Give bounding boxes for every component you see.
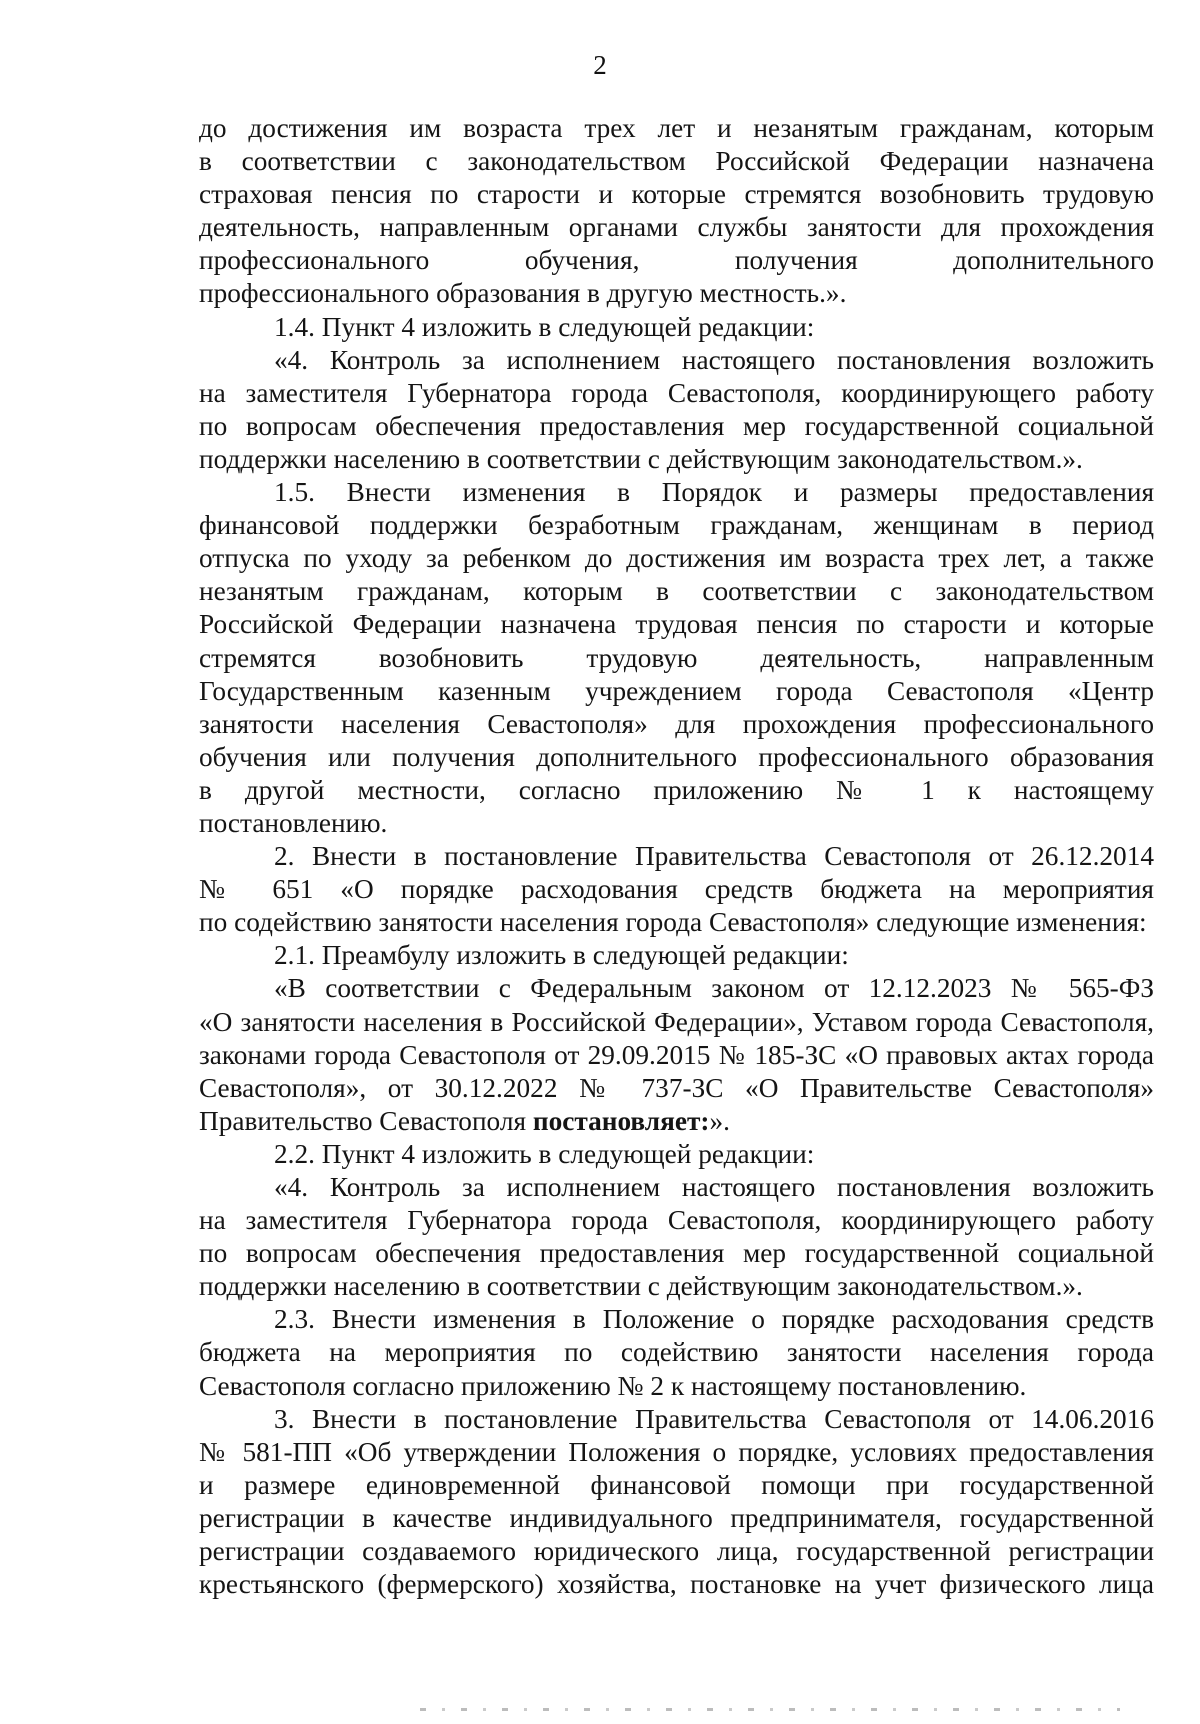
text-line — [199, 1171, 1154, 1204]
line-text: занятости населения Севастополя» для прохождения профессионального — [199, 708, 1154, 739]
line-text: № 651 «О порядке расходования средств бюджета на мероприятия — [199, 874, 1154, 905]
line-text: и размере единовременной финансовой помощи при государственной — [199, 1469, 1154, 1500]
text-line — [199, 840, 1154, 873]
line-text: Государственным казенным учреждением города Севастополя «Центр — [199, 675, 1154, 706]
text-line — [199, 1072, 1154, 1105]
text-line — [199, 277, 1154, 310]
text-line — [199, 1336, 1154, 1369]
line-text: 3. Внести в постановление Правительства Севастополя от 14.06.2016 — [274, 1403, 1154, 1434]
text-line — [199, 1138, 1154, 1171]
line-text: профессионального обучения, получения дополнительного — [199, 245, 1154, 276]
line-text: по содействию занятости населения города Севастополя» следующие изменения: — [199, 907, 1147, 938]
line-text: Севастополя», от 30.12.2022 № 737-ЗС «О Правительстве Севастополя» — [199, 1072, 1154, 1103]
text-line — [199, 211, 1154, 244]
text-line — [199, 476, 1154, 509]
text-line — [199, 1039, 1154, 1072]
text-line — [199, 244, 1154, 277]
text-line — [199, 1237, 1154, 1270]
line-text: на заместителя Губернатора города Севастополя, координирующего работу — [199, 377, 1154, 408]
line-text-tail: ». — [709, 1105, 730, 1136]
text-line — [199, 1270, 1154, 1303]
line-text: по вопросам обеспечения предоставления мер государственной социальной — [199, 1238, 1154, 1269]
text-line — [199, 741, 1154, 774]
line-text: Севастополя согласно приложению № 2 к настоящему постановлению. — [199, 1370, 1027, 1401]
text-line — [199, 708, 1154, 741]
text-line — [199, 972, 1154, 1005]
text-line — [199, 1303, 1154, 1336]
line-text: страховая пенсия по старости и которые стремятся возобновить трудовую — [199, 179, 1154, 210]
line-text: поддержки населению в соответствии с действующим законодательством.». — [199, 1271, 1083, 1302]
text-line — [199, 145, 1154, 178]
line-text: крестьянского (фермерского) хозяйства, постановке на учет физического лица — [199, 1569, 1154, 1600]
text-line — [199, 1006, 1154, 1039]
text-line — [199, 906, 1154, 939]
text-line — [199, 311, 1154, 344]
line-text: до достижения им возраста трех лет и незанятым гражданам, которым — [199, 113, 1154, 143]
text-line — [199, 1502, 1154, 1535]
line-text: финансовой поддержки безработным гражданам, женщинам в период — [199, 510, 1154, 541]
line-text: 1.5. Внести изменения в Порядок и размеры предоставления — [274, 477, 1154, 508]
line-text: Правительство Севастополя — [199, 1105, 533, 1136]
line-text: незанятым гражданам, которым в соответствии с законодательством — [199, 576, 1154, 607]
line-text: «4. Контроль за исполнением настоящего постановления возложить — [274, 1172, 1154, 1202]
scan-artifact — [420, 1708, 1120, 1711]
line-text: профессионального образования в другую местность.». — [199, 278, 847, 309]
text-line — [199, 608, 1154, 641]
bold-text: постановляет: — [532, 1105, 710, 1136]
line-text: «4. Контроль за исполнением настоящего постановления возложить — [274, 344, 1154, 375]
line-text: обучения или получения дополнительного профессионального образования — [199, 741, 1154, 772]
document-text — [199, 112, 1154, 1601]
text-line — [199, 112, 1154, 145]
text-line — [199, 1204, 1154, 1237]
line-text: постановлению. — [199, 807, 388, 838]
text-line — [199, 1436, 1154, 1469]
line-text: Российской Федерации назначена трудовая пенсия по старости и которые — [199, 609, 1154, 640]
text-line — [199, 377, 1154, 410]
text-line — [199, 939, 1154, 972]
line-text: отпуска по уходу за ребенком до достижения им возраста трех лет, а также — [199, 543, 1154, 574]
line-text: стремятся возобновить трудовую деятельность, направленным — [199, 642, 1154, 673]
line-text: 2.1. Преамбулу изложить в следующей редакции: — [274, 940, 849, 971]
text-line — [199, 443, 1154, 476]
text-line — [199, 410, 1154, 443]
line-text: регистрации в качестве индивидуального предпринимателя, государственной — [199, 1502, 1154, 1533]
line-text: 2.2. Пункт 4 изложить в следующей редакции: — [274, 1138, 815, 1169]
line-text: законами города Севастополя от 29.09.2015 № 185-ЗС «О правовых актах города — [199, 1039, 1154, 1070]
text-line — [199, 873, 1154, 906]
line-text: в соответствии с законодательством Российской Федерации назначена — [199, 146, 1154, 177]
line-text: регистрации создаваемого юридического лица, государственной регистрации — [199, 1536, 1154, 1567]
line-text: на заместителя Губернатора города Севастополя, координирующего работу — [199, 1205, 1154, 1236]
text-line — [199, 542, 1154, 575]
text-line — [199, 1568, 1154, 1601]
text-line — [199, 1535, 1154, 1568]
line-text: по вопросам обеспечения предоставления мер государственной социальной — [199, 410, 1154, 441]
text-line — [199, 344, 1154, 377]
page-number: 2 — [593, 50, 607, 80]
line-text: деятельность, направленным органами службы занятости для прохождения — [199, 212, 1154, 243]
line-text: 2.3. Внести изменения в Положение о порядке расходования средств — [274, 1304, 1154, 1335]
line-text: в другой местности, согласно приложению № 1 к настоящему — [199, 774, 1154, 805]
line-text: 2. Внести в постановление Правительства Севастополя от 26.12.2014 — [274, 841, 1154, 872]
text-line — [199, 807, 1154, 840]
text-line — [199, 178, 1154, 211]
text-line — [199, 575, 1154, 608]
line-text: «В соответствии с Федеральным законом от 12.12.2023 № 565-ФЗ — [274, 973, 1154, 1004]
text-line — [199, 1105, 1154, 1138]
line-text: «О занятости населения в Российской Федерации», Уставом города Севастополя, — [199, 1006, 1154, 1037]
text-line — [199, 1469, 1154, 1502]
text-line — [199, 675, 1154, 708]
text-line — [199, 509, 1154, 542]
text-line — [199, 1370, 1154, 1403]
text-line — [199, 774, 1154, 807]
line-text: бюджета на мероприятия по содействию занятости населения города — [199, 1337, 1154, 1368]
line-text: 1.4. Пункт 4 изложить в следующей редакции: — [274, 311, 815, 342]
text-line — [199, 1403, 1154, 1436]
line-text: № 581-ПП «Об утверждении Положения о порядке, условиях предоставления — [199, 1436, 1154, 1467]
text-line — [199, 642, 1154, 675]
line-text: поддержки населению в соответствии с действующим законодательством.». — [199, 443, 1083, 474]
